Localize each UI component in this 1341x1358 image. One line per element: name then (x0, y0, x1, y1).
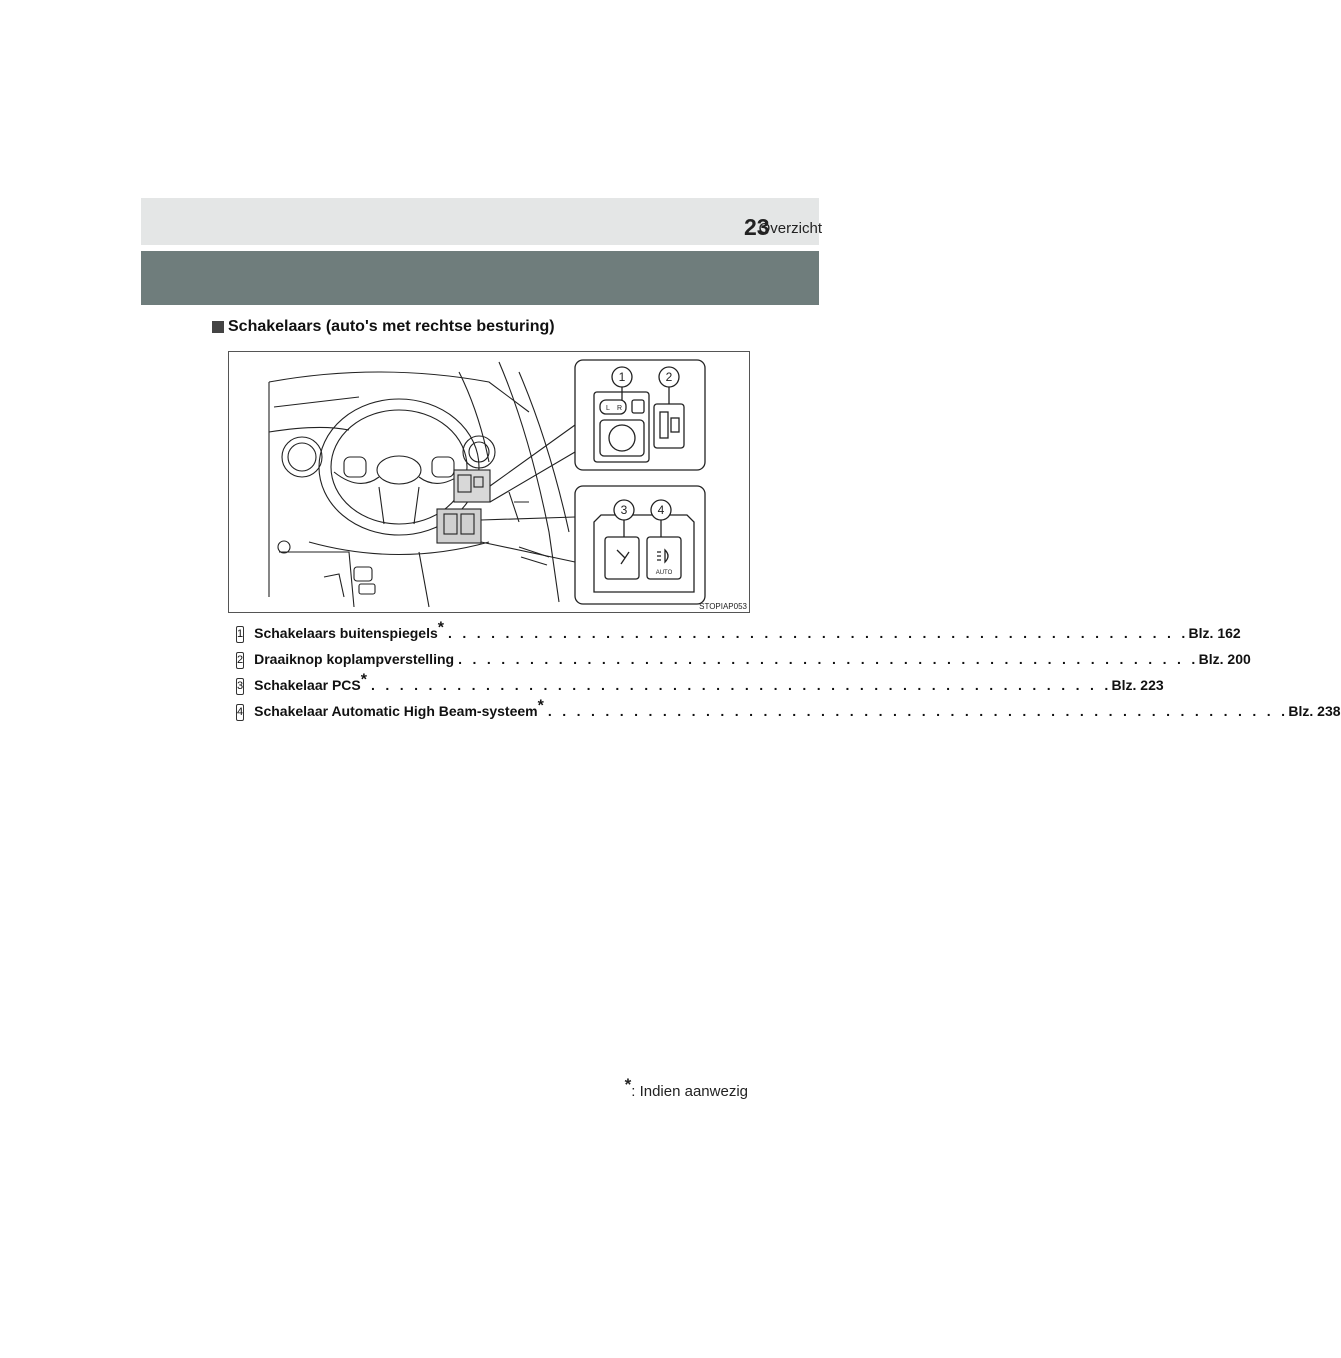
page-reference-link[interactable]: Blz. 200 (1198, 651, 1251, 667)
leader-dots: . . . . . . . . . . . . . . . . . . . . . . . . . . . . . . . . . . . . . . . . . . . . . . . . . . . . (458, 651, 1199, 667)
list-item (236, 651, 1251, 677)
title-band (141, 251, 819, 305)
callout-3: 3 (620, 503, 628, 517)
list-item (236, 697, 1341, 729)
item-label (254, 651, 454, 667)
figure-code: STOPIAP053 (699, 602, 747, 611)
item-label (254, 671, 367, 693)
callout-2: 2 (665, 370, 673, 384)
section-heading-text: Schakelaars (auto's met rechtse besturing) (228, 318, 555, 335)
list-item (236, 619, 1241, 651)
item-number: 1 (236, 626, 244, 643)
footnote-text: : Indien aanwezig (631, 1083, 748, 1100)
item-label-text: Schakelaars buitenspiegels (254, 625, 438, 641)
asterisk-mark: * (360, 671, 367, 689)
header-section-title: Overzicht (758, 220, 822, 237)
header-band (141, 198, 819, 245)
mirror-right-label: R (617, 405, 623, 412)
callout-1: 1 (618, 370, 626, 384)
asterisk-mark: * (537, 697, 544, 715)
auto-label: AUTO (655, 570, 673, 576)
item-label-text: Schakelaar Automatic High Beam-systeem (254, 703, 538, 719)
item-number: 3 (236, 678, 244, 695)
page-reference-link[interactable]: Blz. 238 (1288, 703, 1341, 719)
footnote-asterisk: * (624, 1075, 632, 1094)
leader-dots: . . . . . . . . . . . . . . . . . . . . . . . . . . . . . . . . . . . . . . . . . . . . . . . . . . . . (370, 677, 1112, 693)
section-heading (212, 318, 555, 336)
dashboard-illustration (228, 351, 750, 613)
footnote (624, 1075, 748, 1100)
item-number: 2 (236, 652, 244, 669)
item-label (254, 697, 544, 719)
page-reference-link[interactable]: Blz. 162 (1188, 625, 1241, 641)
item-label (254, 619, 444, 641)
item-label-text: Draaiknop koplampverstelling (254, 651, 455, 667)
page-reference-link[interactable]: Blz. 223 (1111, 677, 1164, 693)
mirror-left-label: L (606, 405, 610, 412)
leader-dots: . . . . . . . . . . . . . . . . . . . . . . . . . . . . . . . . . . . . . . . . . . . . . . . . . . . . (547, 703, 1289, 719)
leader-dots: . . . . . . . . . . . . . . . . . . . . . . . . . . . . . . . . . . . . . . . . . . . . . . . . . . . . (448, 625, 1189, 641)
dashboard-drawing (229, 352, 749, 612)
item-list (236, 619, 1341, 729)
callout-4: 4 (657, 503, 665, 517)
item-label-text: Schakelaar PCS (254, 677, 361, 693)
page-number: 23 (744, 214, 770, 240)
list-item (236, 671, 1164, 703)
heading-square-icon (212, 321, 224, 333)
asterisk-mark: * (437, 619, 444, 637)
item-number: 4 (236, 704, 244, 721)
